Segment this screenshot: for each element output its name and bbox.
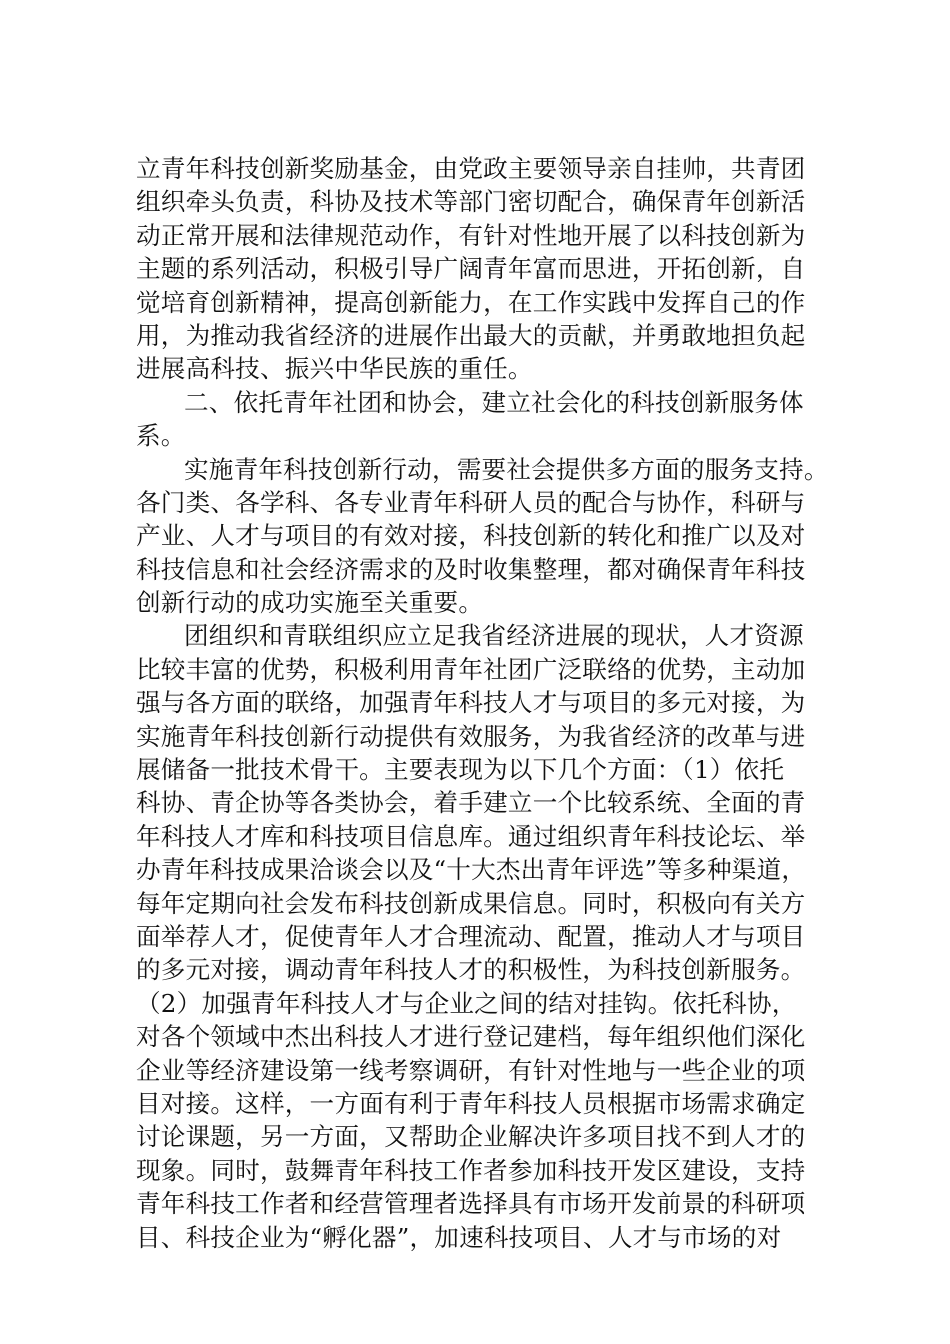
text-line: 用，为推动我省经济的进展作出最大的贡献，并勇敢地担负起 xyxy=(136,320,806,350)
text-line: 面举荐人才，促使青年人才合理流动、配置，推动人才与项目 xyxy=(136,921,806,951)
text-line: 比较丰富的优势，积极利用青年社团广泛联络的优势，主动加 xyxy=(136,654,806,684)
text-line: 目、科技企业为“孵化器”，加速科技项目、人才与市场的对 xyxy=(136,1222,782,1252)
body-text xyxy=(136,152,836,1254)
text-line: 办青年科技成果洽谈会以及“十大杰出青年评选”等多种渠道， xyxy=(136,855,807,885)
text-line: 目对接。这样，一方面有利于青年科技人员根据市场需求确定 xyxy=(136,1088,806,1118)
text-line: 年科技人才库和科技项目信息库。通过组织青年科技论坛、举 xyxy=(136,821,806,851)
text-line: 立青年科技创新奖励基金，由党政主要领导亲自挂帅，共青团 xyxy=(136,154,806,183)
text-line: 展储备一批技术骨干。主要表现为以下几个方面：（1）依托 xyxy=(136,755,785,785)
text-line: 主题的系列活动，积极引导广阔青年富而思进，开拓创新，自 xyxy=(136,254,806,284)
text-line: 实施青年科技创新行动，需要社会提供多方面的服务支持。 xyxy=(184,454,829,484)
text-line: 各门类、各学科、各专业青年科研人员的配合与协作，科研与 xyxy=(136,487,806,517)
text-line: 系。 xyxy=(136,421,186,451)
text-line: 创新行动的成功实施至关重要。 xyxy=(136,588,484,618)
text-line: 科技信息和社会经济需求的及时收集整理，都对确保青年科技 xyxy=(136,554,806,584)
text-line: 青年科技工作者和经营管理者选择具有市场开发前景的科研项 xyxy=(136,1189,806,1219)
text-line: 觉培育创新精神，提高创新能力，在工作实践中发挥自己的作 xyxy=(136,287,806,317)
text-line: （2）加强青年科技人才与企业之间的结对挂钩。依托科协， xyxy=(136,988,797,1018)
text-line: 科协、青企协等各类协会，着手建立一个比较系统、全面的青 xyxy=(136,788,806,818)
text-line: 实施青年科技创新行动提供有效服务，为我省经济的改革与进 xyxy=(136,721,806,751)
text-line: 产业、人才与项目的有效对接，科技创新的转化和推广以及对 xyxy=(136,521,806,551)
text-line: 二、依托青年社团和协会，建立社会化的科技创新服务体 xyxy=(184,387,804,417)
text-line: 现象。同时，鼓舞青年科技工作者参加科技开发区建设，支持 xyxy=(136,1155,806,1185)
text-line: 团组织和青联组织应立足我省经济进展的现状，人才资源 xyxy=(184,621,804,651)
text-line: 对各个领域中杰出科技人才进行登记建档，每年组织他们深化 xyxy=(136,1022,806,1052)
text-line: 企业等经济建设第一线考察调研，有针对性地与一些企业的项 xyxy=(136,1055,806,1085)
text-line: 强与各方面的联络，加强青年科技人才与项目的多元对接，为 xyxy=(136,688,806,718)
text-line: 讨论课题，另一方面，又帮助企业解决许多项目找不到人才的 xyxy=(136,1122,806,1152)
text-line: 动正常开展和法律规范动作，有针对性地开展了以科技创新为 xyxy=(136,220,806,250)
text-line: 每年定期向社会发布科技创新成果信息。同时，积极向有关方 xyxy=(136,888,806,918)
text-line: 组织牵头负责，科协及技术等部门密切配合，确保青年创新活 xyxy=(136,187,806,217)
text-line: 的多元对接，调动青年科技人才的积极性，为科技创新服务。 xyxy=(136,955,806,985)
text-line: 进展高科技、振兴中华民族的重任。 xyxy=(136,354,533,384)
